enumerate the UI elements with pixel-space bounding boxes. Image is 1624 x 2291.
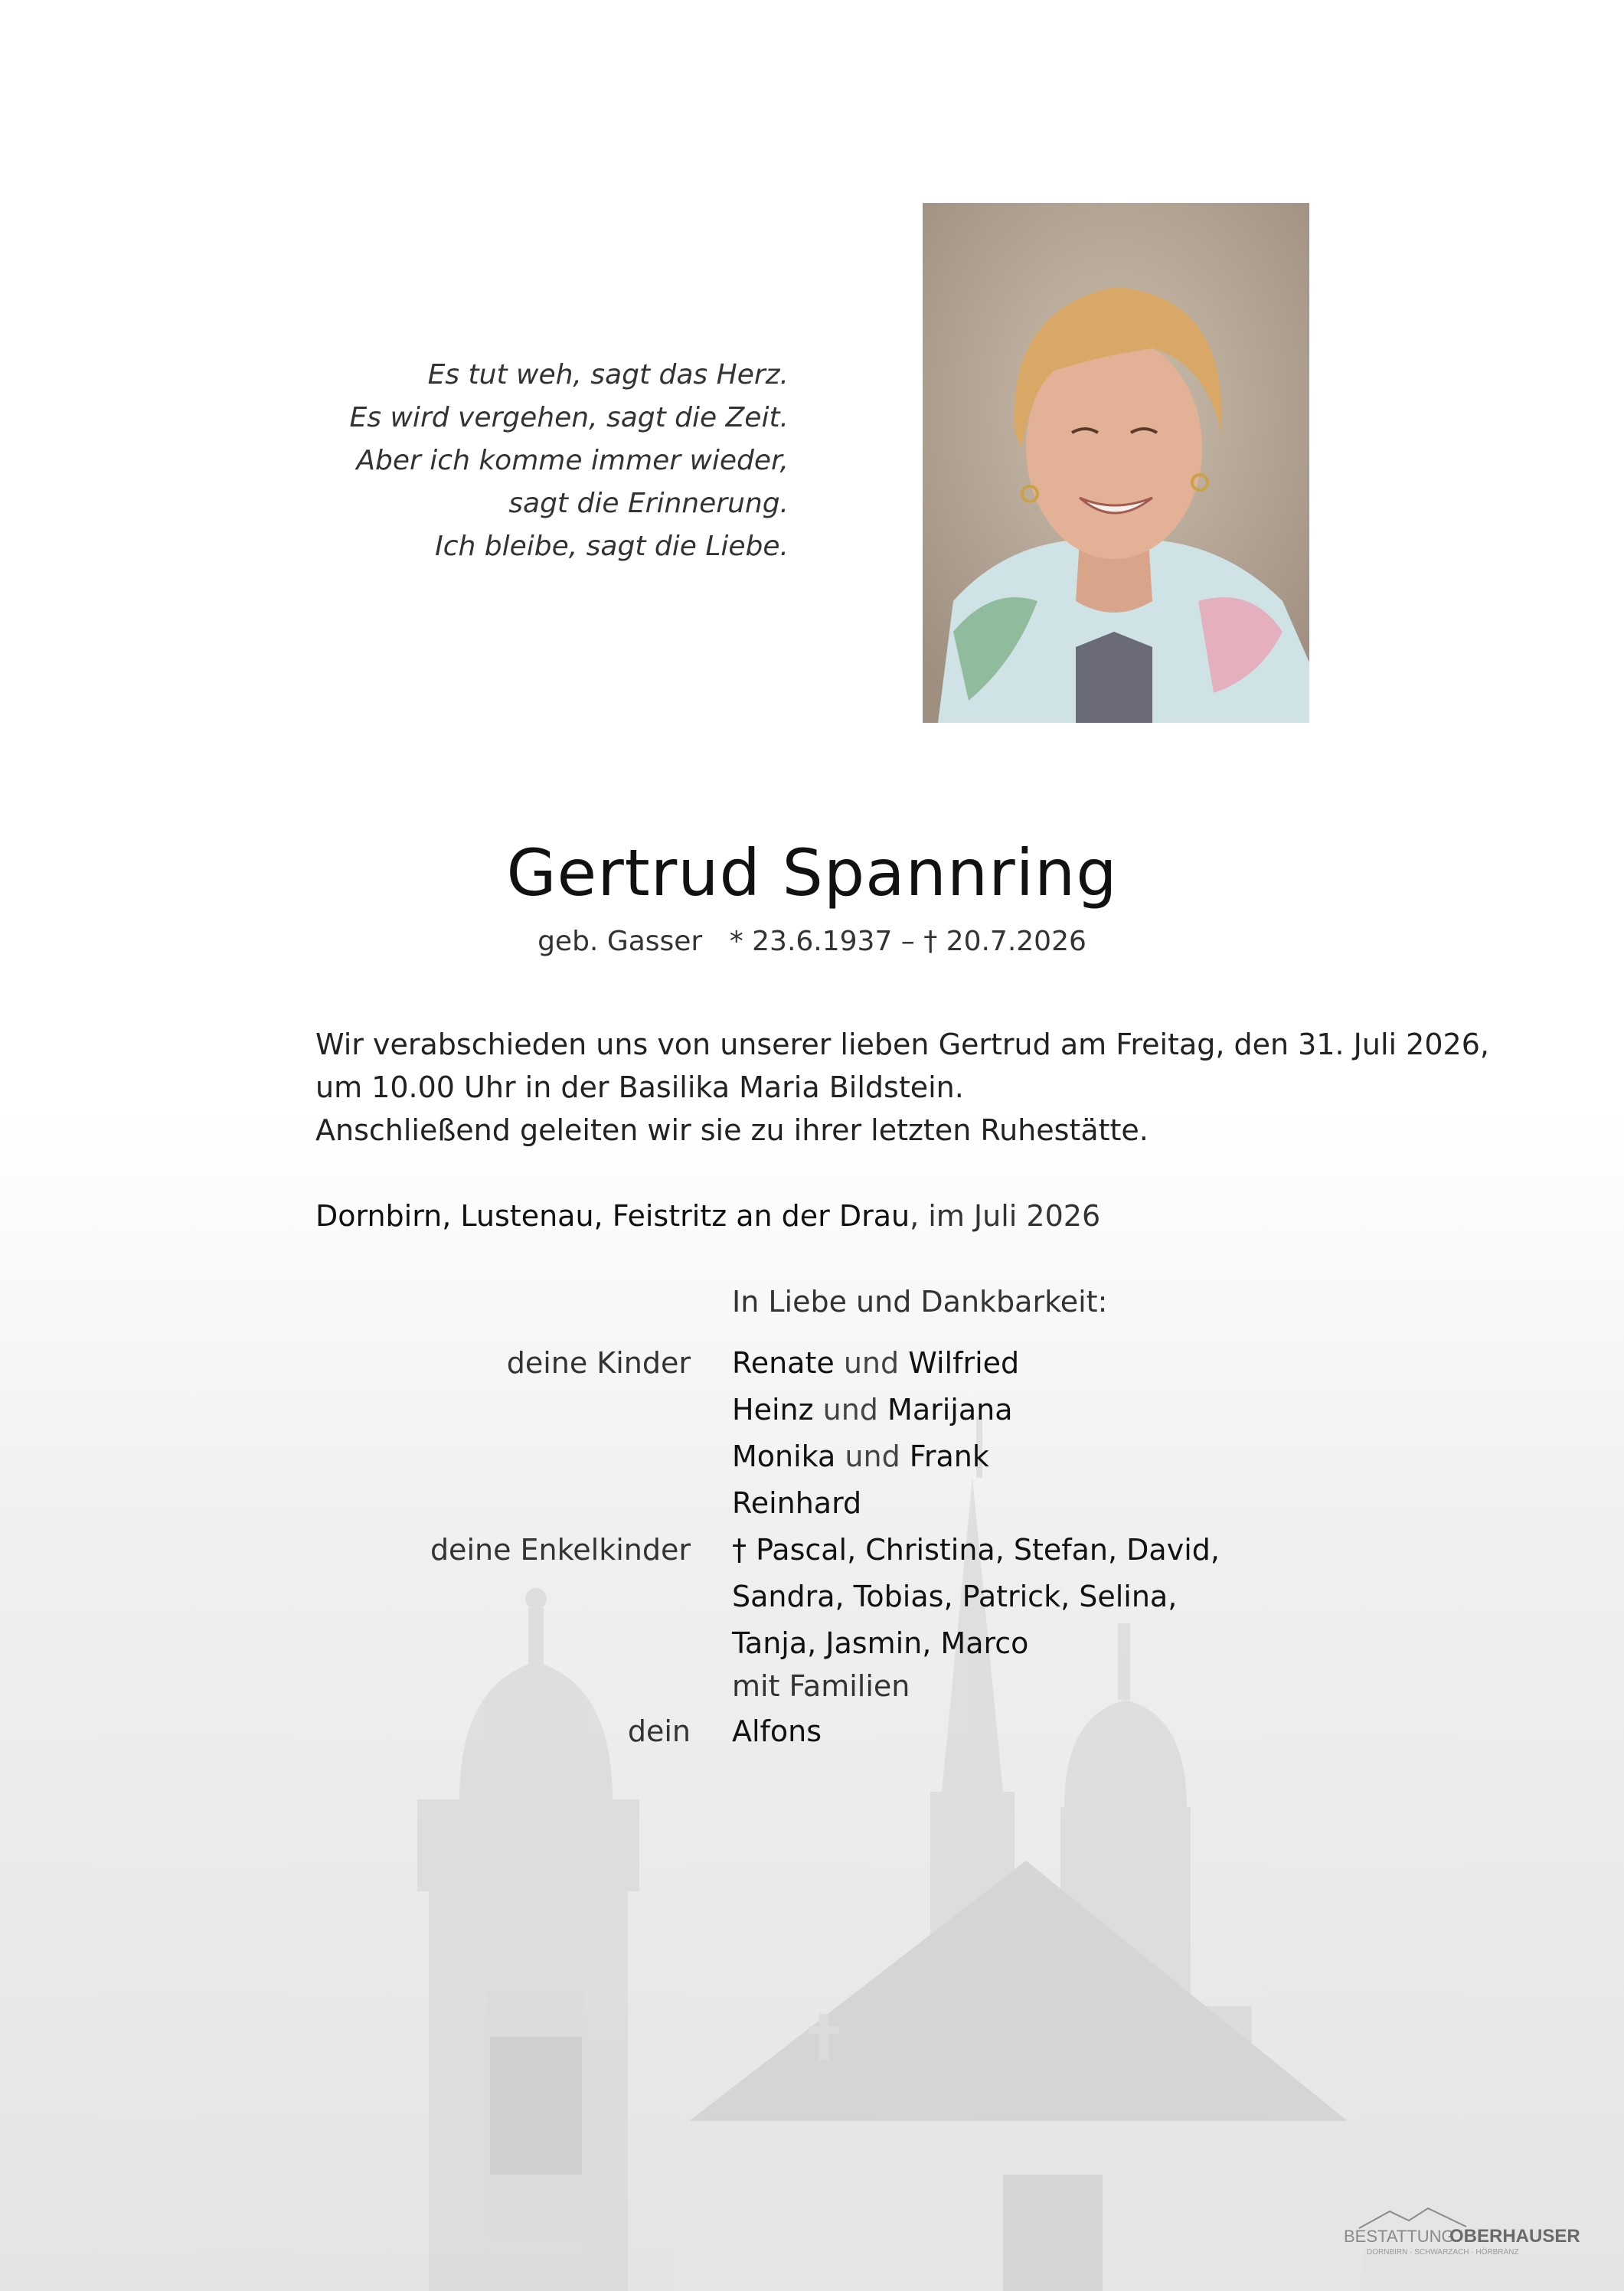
poem-line: Aber ich komme immer wieder, (356, 445, 789, 476)
announcement-line: Wir verabschieden uns von unserer lieben Gertrud am Freitag, den 31. Juli 2026, (315, 1028, 1489, 1061)
mourner-name: Renate (732, 1346, 835, 1380)
thanks-line: In Liebe und Dankbarkeit: (732, 1285, 1108, 1319)
mourner-label-dein: dein (627, 1714, 691, 1748)
mourner-names: Tanja, Jasmin, Marco (732, 1626, 1029, 1660)
mourner-names: † Pascal, Christina, Stefan, David, (732, 1533, 1220, 1567)
announcement-line: um 10.00 Uhr in der Basilika Maria Bildstein. (315, 1070, 964, 1104)
conjunction: und (843, 1346, 900, 1380)
maiden-name: geb. Gasser (538, 926, 703, 957)
mourner-name: Reinhard (732, 1486, 862, 1520)
life-dates (0, 923, 1624, 961)
mourner-name: Heinz (732, 1393, 814, 1427)
logo-brand-light: BESTATTUNG (1344, 2227, 1455, 2246)
mourner-names: Sandra, Tobias, Patrick, Selina, (732, 1580, 1178, 1613)
mourner-label-kinder: deine Kinder (506, 1346, 691, 1380)
mourner-names (732, 1433, 989, 1479)
mourner-names (732, 1340, 1019, 1386)
portrait-illustration (923, 203, 1309, 723)
conjunction: und (845, 1440, 900, 1473)
poem-line: Es wird vergehen, sagt die Zeit. (349, 402, 789, 433)
mourner-names: Alfons (732, 1714, 822, 1748)
mourner-name: Wilfried (908, 1346, 1020, 1380)
deceased-name: Gertrud Spannring (506, 835, 1118, 910)
mourner-families: mit Familien (732, 1669, 910, 1703)
mourner-name: Marijana (887, 1393, 1013, 1427)
mourner-names (732, 1480, 861, 1526)
poem (329, 354, 789, 568)
mourner-name: Monika (732, 1440, 836, 1473)
birth-death-dates: * 23.6.1937 – † 20.7.2026 (729, 926, 1086, 957)
conjunction: und (822, 1393, 878, 1427)
mourner-label-enkel: deine Enkelkinder (430, 1533, 691, 1567)
place-month: , im Juli 2026 (910, 1199, 1101, 1233)
mourner-names (732, 1387, 1013, 1433)
poem-line: sagt die Erinnerung. (508, 488, 789, 519)
poem-line: Ich bleibe, sagt die Liebe. (435, 531, 789, 562)
portrait-photo (923, 203, 1309, 723)
logo-brand-bold: OBERHAUSER (1449, 2226, 1580, 2247)
announcement-line: Anschließend geleiten wir sie zu ihrer letzten Ruhestätte. (315, 1113, 1149, 1147)
logo-tagline: DORNBIRN · SCHWARZACH · HÖRBRANZ (1367, 2248, 1519, 2257)
poem-line: Es tut weh, sagt das Herz. (427, 359, 789, 391)
place-towns: Dornbirn, Lustenau, Feistritz an der Drau (315, 1199, 910, 1233)
funeral-home-logo (1336, 2205, 1589, 2259)
place-date (315, 1195, 1100, 1237)
mourner-name: Frank (909, 1440, 989, 1473)
